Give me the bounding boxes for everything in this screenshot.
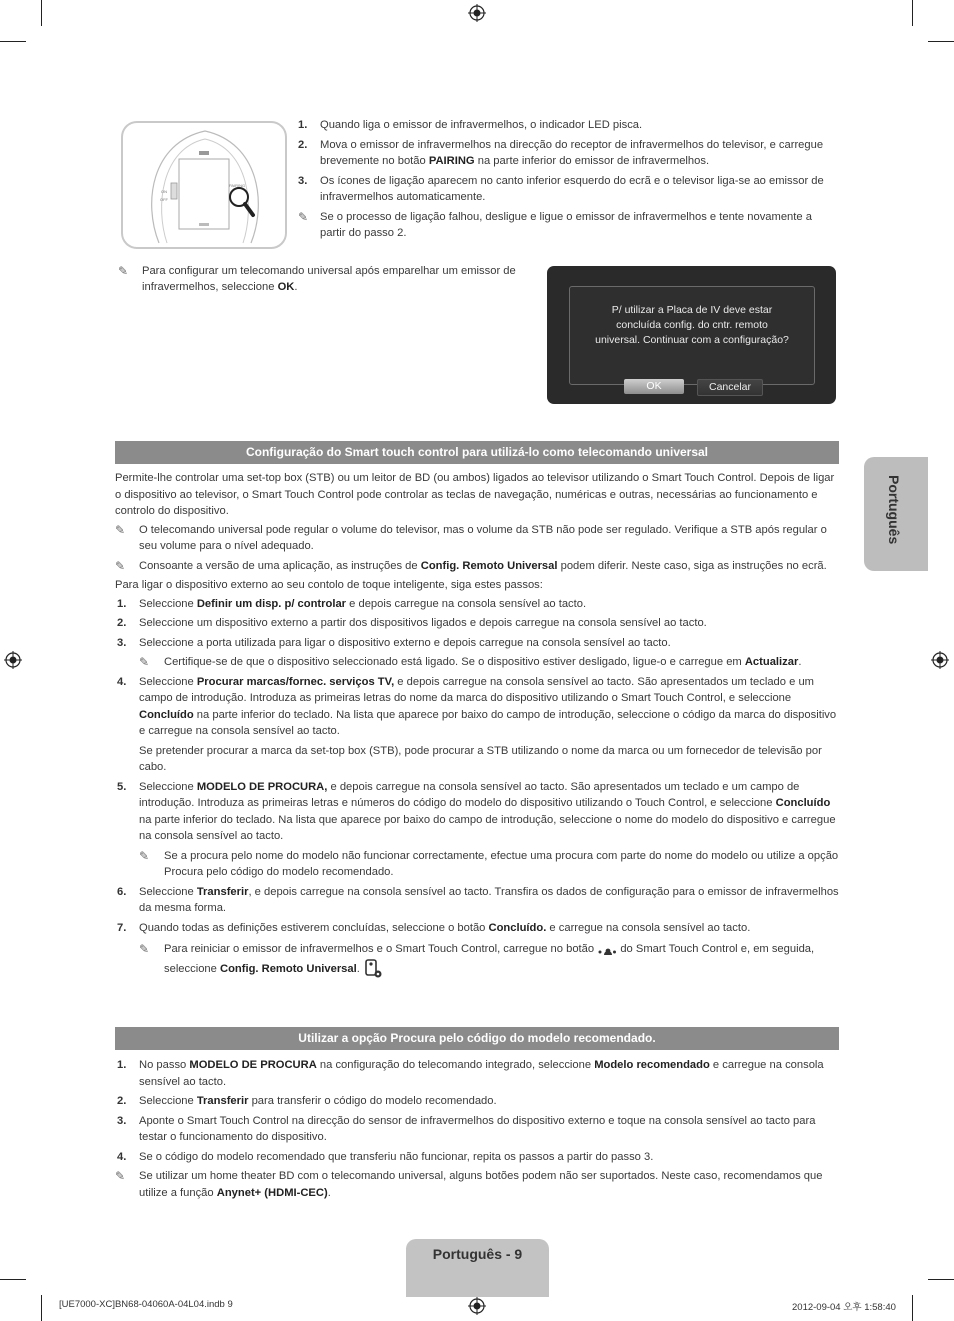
- step-number: 3.: [298, 175, 308, 187]
- step-text: Seleccione: [139, 1095, 197, 1107]
- note-pencil-icon: ✎: [115, 522, 126, 537]
- bold-term: Transferir: [196, 885, 249, 898]
- note-text: .: [294, 281, 298, 293]
- setup-note: [118, 263, 518, 299]
- step-text: No passo: [139, 1059, 190, 1071]
- step-text: e depois carregue na consola sensível ao tacto.: [346, 597, 587, 610]
- step-text: na configuração do telecomando integrado, seleccione: [316, 1059, 595, 1071]
- side-tab-label: Português: [886, 475, 902, 545]
- crop-mark: [912, 0, 913, 26]
- step-extra: Se pretender procurar a marca da set-top box (STB), pode procurar a STB utilizando o nome da marca ou um fornecedor de televisão por cabo.: [139, 744, 822, 773]
- dialog-box: [569, 286, 815, 393]
- note-text: O telecomando universal pode regular o volume do televisor, mas o volume da STB não pode ser regulado. Verifique a STB após regular o seu volume para o nível adequado.: [139, 523, 827, 552]
- note: [115, 1168, 840, 1201]
- crop-mark: [41, 1295, 42, 1321]
- step-text: para transferir o código do modelo recomendado.: [248, 1095, 497, 1107]
- ir-emitter-illustration: [123, 123, 285, 247]
- step-number: 2.: [117, 617, 127, 629]
- bold-term: Actualizar: [744, 656, 799, 668]
- bold-term: Transferir: [196, 1095, 249, 1107]
- dialog-line: P/ utilizar a Placa de IV deve estar: [611, 304, 773, 316]
- step-number: 1.: [117, 597, 127, 610]
- step-text: Seleccione: [139, 885, 197, 898]
- step-text: e carregue na consola sensível ao tacto.: [139, 1059, 824, 1088]
- remote-settings-icon: [365, 959, 383, 979]
- bold-term: Concluído: [775, 797, 831, 809]
- remote-button-icon: [597, 944, 617, 954]
- cancel-button[interactable]: Cancelar: [697, 379, 763, 396]
- bold-term: Concluído: [139, 708, 194, 721]
- section1-body: [115, 470, 840, 982]
- intro-step: [298, 117, 838, 133]
- step-number: 3.: [117, 636, 127, 649]
- imprint-right: 2012-09-04 오후 1:58:40: [792, 1302, 896, 1313]
- dialog-screenshot: [547, 266, 836, 404]
- lead-text: Para ligar o dispositivo externo ao seu contolo de toque inteligente, siga estes passos:: [115, 579, 543, 591]
- step-text: Se o código do modelo recomendado que transferiu não funcionar, repita os passos a partir do passo 3.: [139, 1150, 654, 1163]
- step-number: 7.: [117, 921, 127, 934]
- note-text: Se a procura pelo nome do modelo não funcionar correctamente, efectue uma procura com parte do nome do modelo ou utilize a opção Procura pelo código do modelo recomendado.: [164, 849, 839, 878]
- note-text: podem diferir. Neste caso, siga as instruções no ecrã.: [557, 559, 827, 572]
- crop-mark: [912, 1295, 913, 1321]
- page-number-tab: [406, 1239, 549, 1297]
- crop-mark: [928, 41, 954, 42]
- step-number: 6.: [117, 885, 127, 898]
- bold-term: Anynet+ (HDMI-CEC): [216, 1186, 328, 1199]
- bold-term: Concluído.: [488, 921, 547, 934]
- step-number: 2.: [117, 1095, 127, 1107]
- note-text: .: [327, 1186, 331, 1199]
- note-text: Para reiniciar o emissor de infravermelhos e o Smart Touch Control, carregue no botão: [164, 943, 598, 955]
- step: [115, 1093, 840, 1110]
- section-header: Configuração do Smart touch control para utilizá-lo como telecomando universal: [115, 441, 839, 464]
- switch-label-on: ON: [161, 189, 167, 194]
- step: [115, 1113, 840, 1146]
- sub-note: [139, 939, 840, 979]
- step-text: Os ícones de ligação aparecem no canto inferior esquerdo do ecrã e o televisor liga-se ao emissor de infravermelhos automaticamente.: [320, 175, 824, 203]
- section-intro: Permite-lhe controlar uma set-top box (STB) ou um leitor de BD (ou ambos) ligados ao televisor utilizando o Smart Touch Control. Depois de ligar o dispositivo ao televisor, o Smart Touch Control pode controlar as teclas de navegação, numéricas e outras, necessárias ao funcionamento e controlo do dispositivo.: [115, 472, 835, 517]
- ok-bold: OK: [277, 281, 295, 293]
- step-text: Seleccione um dispositivo externo a partir dos dispositivos ligados e depois carregue na consola sensível ao tacto.: [139, 617, 707, 629]
- step: [115, 635, 840, 671]
- step: [115, 779, 840, 881]
- note-pencil-icon: ✎: [115, 558, 126, 573]
- note-text: do Smart Touch Control e, em seguida, seleccione: [164, 943, 815, 975]
- note-text: Consoante a versão de uma aplicação, as instruções de: [139, 559, 421, 572]
- step-text: Seleccione: [139, 675, 197, 688]
- dialog-line: concluída config. do cntr. remoto: [616, 319, 768, 331]
- note-pencil-icon: ✎: [115, 1169, 126, 1183]
- note-text: Certifique-se de que o dispositivo seleccionado está ligado. Se o dispositivo estiver desligado, ligue-o e carregue em: [164, 656, 745, 668]
- section2-body: [115, 1057, 840, 1204]
- crop-mark: [0, 41, 26, 42]
- crop-mark: [41, 0, 42, 26]
- page-number: Português - 9: [432, 1246, 523, 1262]
- registration-mark-icon: [931, 651, 949, 669]
- step-text: Quando todas as definições estiverem concluídas, seleccione o botão: [139, 921, 489, 934]
- bold-term: Procurar marcas/fornec. serviços TV,: [196, 675, 395, 688]
- step-text: Seleccione: [139, 780, 197, 793]
- step-number: 1.: [117, 1059, 127, 1071]
- sub-note: [139, 848, 840, 881]
- note-text: Para configurar um telecomando universal após emparelhar um emissor de infravermelhos, seleccione: [142, 265, 516, 293]
- step-text: Quando liga o emissor de infravermelhos, o indicador LED pisca.: [320, 119, 643, 131]
- note-text: Se o processo de ligação falhou, desligue e ligue o emissor de infravermelhos e tente novamente a partir do passo 2.: [320, 211, 812, 239]
- step-text: na parte inferior do teclado. Na lista que aparece por baixo do campo de introdução, seleccione o nome do modelo do dispositivo e carregue na consola sensível ao tacto.: [139, 813, 836, 842]
- note-pencil-icon: ✎: [118, 264, 129, 278]
- step-number: 4.: [117, 675, 127, 688]
- step: [115, 1057, 840, 1090]
- pairing-label: PAIRING: [229, 183, 246, 188]
- step: [115, 920, 840, 980]
- section-header: Utilizar a opção Procura pelo código do modelo recomendado.: [115, 1027, 839, 1050]
- sub-note: [139, 654, 840, 671]
- step-number: 3.: [117, 1114, 127, 1127]
- imprint-left: [UE7000-XC]BN68-04060A-04L04.indb 9: [59, 1299, 233, 1310]
- step: [115, 674, 840, 776]
- dialog-message: [570, 303, 814, 348]
- bold-term: Config. Remoto Universal: [420, 559, 558, 572]
- intro-note: [298, 209, 838, 241]
- note: [115, 558, 840, 575]
- registration-mark-icon: [468, 1297, 486, 1315]
- note-text: .: [356, 963, 360, 975]
- dialog-line: universal. Continuar com a configuração?: [595, 334, 789, 346]
- step-text: Seleccione a porta utilizada para ligar o dispositivo externo e depois carregue na consola sensível ao tacto.: [139, 636, 671, 649]
- step: [115, 615, 840, 632]
- switch-label-off: OFF: [160, 197, 168, 202]
- step-text: na parte inferior do emissor de infravermelhos.: [474, 155, 710, 167]
- step-text: e depois carregue na consola sensível ao tacto. São apresentados um teclado e um campo de introdução. Introduza as primeiras letras do nome da marca do dispositivo utilizando o Smart Touch Control, e seleccione: [139, 675, 814, 704]
- intro-step: [298, 173, 838, 205]
- step-number: 4.: [117, 1150, 127, 1163]
- step-number: 2.: [298, 139, 308, 151]
- bold-term: MODELO DE PROCURA: [189, 1059, 317, 1071]
- note-text: .: [798, 656, 802, 668]
- step-text: , e depois carregue na consola sensível ao tacto. Transfira os dados de configuração para o emissor de infravermelhos da mesma forma.: [139, 885, 839, 914]
- note-pencil-icon: ✎: [139, 848, 150, 863]
- note-text: Se utilizar um home theater BD com o telecomando universal, alguns botões podem não ser suportados. Neste caso, recomendamos que utilize a função: [139, 1170, 823, 1199]
- step-text: Mova o emissor de infravermelhos na direcção do receptor de infravermelhos do televisor, e carregue brevemente no botão: [320, 139, 824, 167]
- language-side-tab: [864, 457, 928, 571]
- pairing-bold: PAIRING: [428, 155, 475, 167]
- note-pencil-icon: ✎: [298, 210, 309, 224]
- step-text: e depois carregue na consola sensível ao tacto. São apresentados um teclado e um campo de introdução. Introduza as primeiras letras e números do código do modelo do dispositivo utilizando o Touch Control, e seleccione: [139, 780, 800, 809]
- bold-term: Modelo recomendado: [594, 1059, 710, 1071]
- intro-step: [298, 137, 838, 169]
- bold-term: MODELO DE PROCURA,: [196, 780, 328, 793]
- step-text: e carregue na consola sensível ao tacto.: [546, 921, 751, 934]
- setup-note-line: [118, 263, 518, 295]
- step: [115, 884, 840, 917]
- step-number: 5.: [117, 780, 127, 793]
- registration-mark-icon: [468, 4, 486, 22]
- note: [115, 522, 840, 555]
- step: [115, 1149, 840, 1166]
- bold-term: Config. Remoto Universal: [219, 963, 357, 975]
- bold-term: Definir um disp. p/ controlar: [196, 597, 347, 610]
- crop-mark: [928, 1279, 954, 1280]
- step: [115, 596, 840, 613]
- note-pencil-icon: ✎: [139, 655, 150, 669]
- step-number: 1.: [298, 119, 308, 131]
- note-pencil-icon: ✎: [139, 942, 150, 956]
- ir-emitter-figure: [121, 121, 287, 249]
- ok-button[interactable]: OK: [624, 379, 684, 394]
- step-text: Seleccione: [139, 597, 197, 610]
- registration-mark-icon: [4, 651, 22, 669]
- crop-mark: [0, 1279, 26, 1280]
- step-text: na parte inferior do teclado. Na lista que aparece por baixo do campo de introdução, seleccione o código da marca do dispositivo e carregue na consola sensível ao tacto.: [139, 708, 837, 737]
- intro-steps: [298, 117, 838, 245]
- step-text: Aponte o Smart Touch Control na direcção do sensor de infravermelhos do dispositivo externo e toque na consola sensível ao tacto para testar o funcionamento do dispositivo.: [139, 1114, 816, 1143]
